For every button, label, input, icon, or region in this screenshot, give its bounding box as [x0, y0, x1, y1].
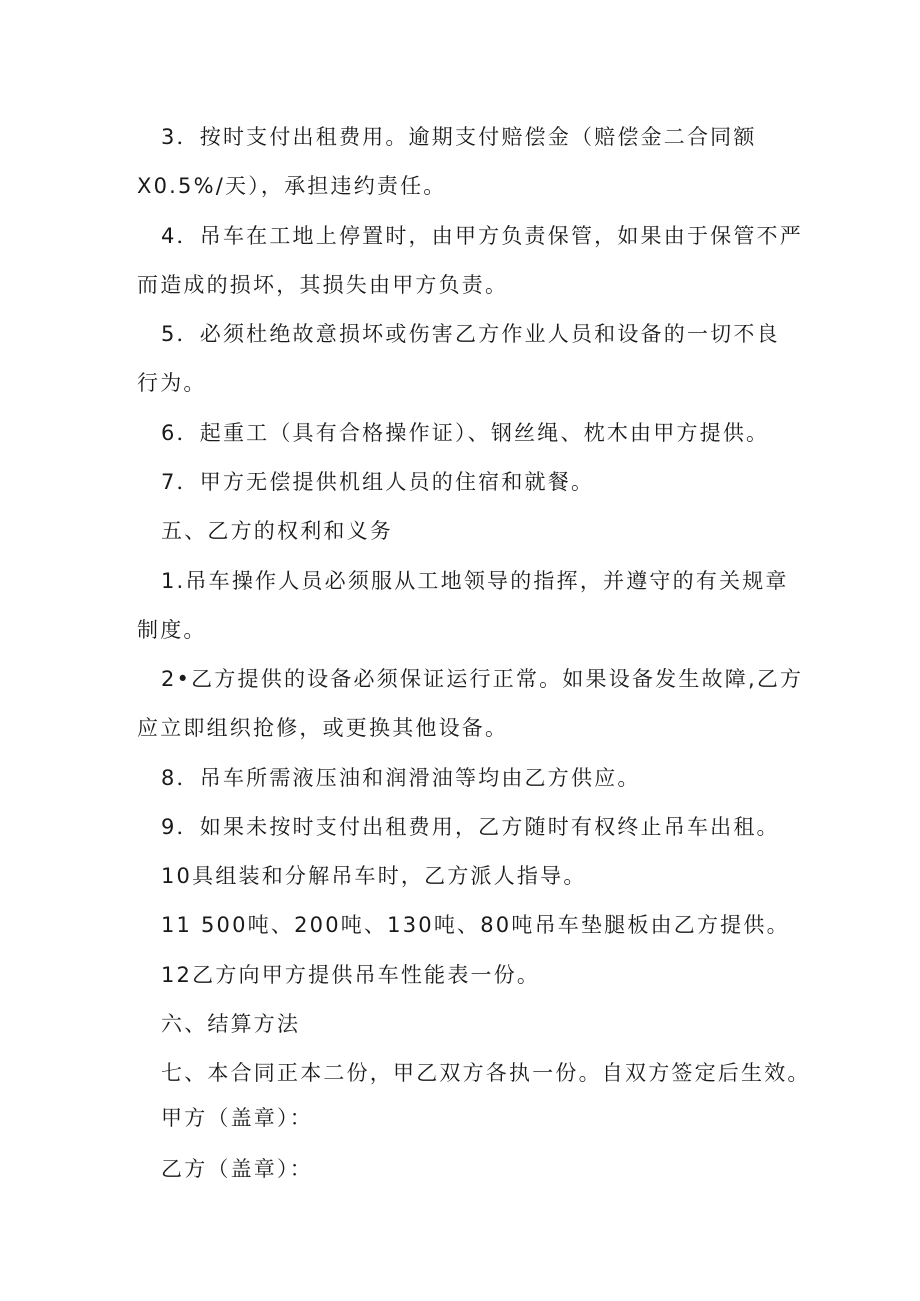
b-clause-1-line-2: 制度。 [137, 618, 207, 642]
clause-7: 7．甲方无偿提供机组人员的住宿和就餐。 [161, 470, 595, 494]
clause-4-line-2: 而造成的损坏，其损失由甲方负责。 [137, 273, 509, 297]
clause-5-line-2: 行为。 [137, 371, 207, 395]
section-7-text: 七、本合同正本二份，甲乙双方各执一份。自双方签定后生效。 [161, 1061, 811, 1085]
section-5-heading: 五、乙方的权利和义务 [161, 519, 393, 543]
clause-4-line-1: 4．吊车在工地上停置时，由甲方负责保管，如果由于保管不严 [161, 224, 803, 248]
b-clause-2-line-2: 应立即组织抢修，或更换其他设备。 [137, 716, 509, 740]
b-clause-10: 10具组装和分解吊车时，乙方派人指导。 [161, 864, 587, 888]
clause-6: 6．起重工（具有合格操作证）、钢丝绳、枕木由甲方提供。 [161, 421, 770, 445]
clause-5-line-1: 5．必须杜绝故意损坏或伤害乙方作业人员和设备的一切不良 [161, 322, 780, 346]
b-clause-11: 11 500吨、200吨、130吨、80吨吊车垫腿板由乙方提供。 [161, 913, 790, 937]
b-clause-1-line-1: 1.吊车操作人员必须服从工地领导的指挥，并遵守的有关规章 [161, 569, 789, 593]
clause-3-line-2: X0.5%/天），承担违约责任。 [137, 174, 447, 198]
party-a-seal: 甲方（盖章）： [161, 1106, 313, 1130]
party-b-seal: 乙方（盖章）： [161, 1157, 313, 1181]
b-clause-12: 12乙方向甲方提供吊车性能表一份。 [161, 963, 541, 987]
b-clause-9: 9．如果未按时支付出租费用，乙方随时有权终止吊车出租。 [161, 815, 780, 839]
section-6-heading: 六、结算方法 [161, 1012, 301, 1036]
b-clause-2-line-1: 2•乙方提供的设备必须保证运行正常。如果设备发生故障,乙方 [161, 667, 804, 691]
b-clause-8: 8．吊车所需液压油和润滑油等均由乙方供应。 [161, 766, 641, 790]
clause-3-line-1: 3．按时支付出租费用。逾期支付赔偿金（赔偿金二合同额 [161, 125, 757, 149]
